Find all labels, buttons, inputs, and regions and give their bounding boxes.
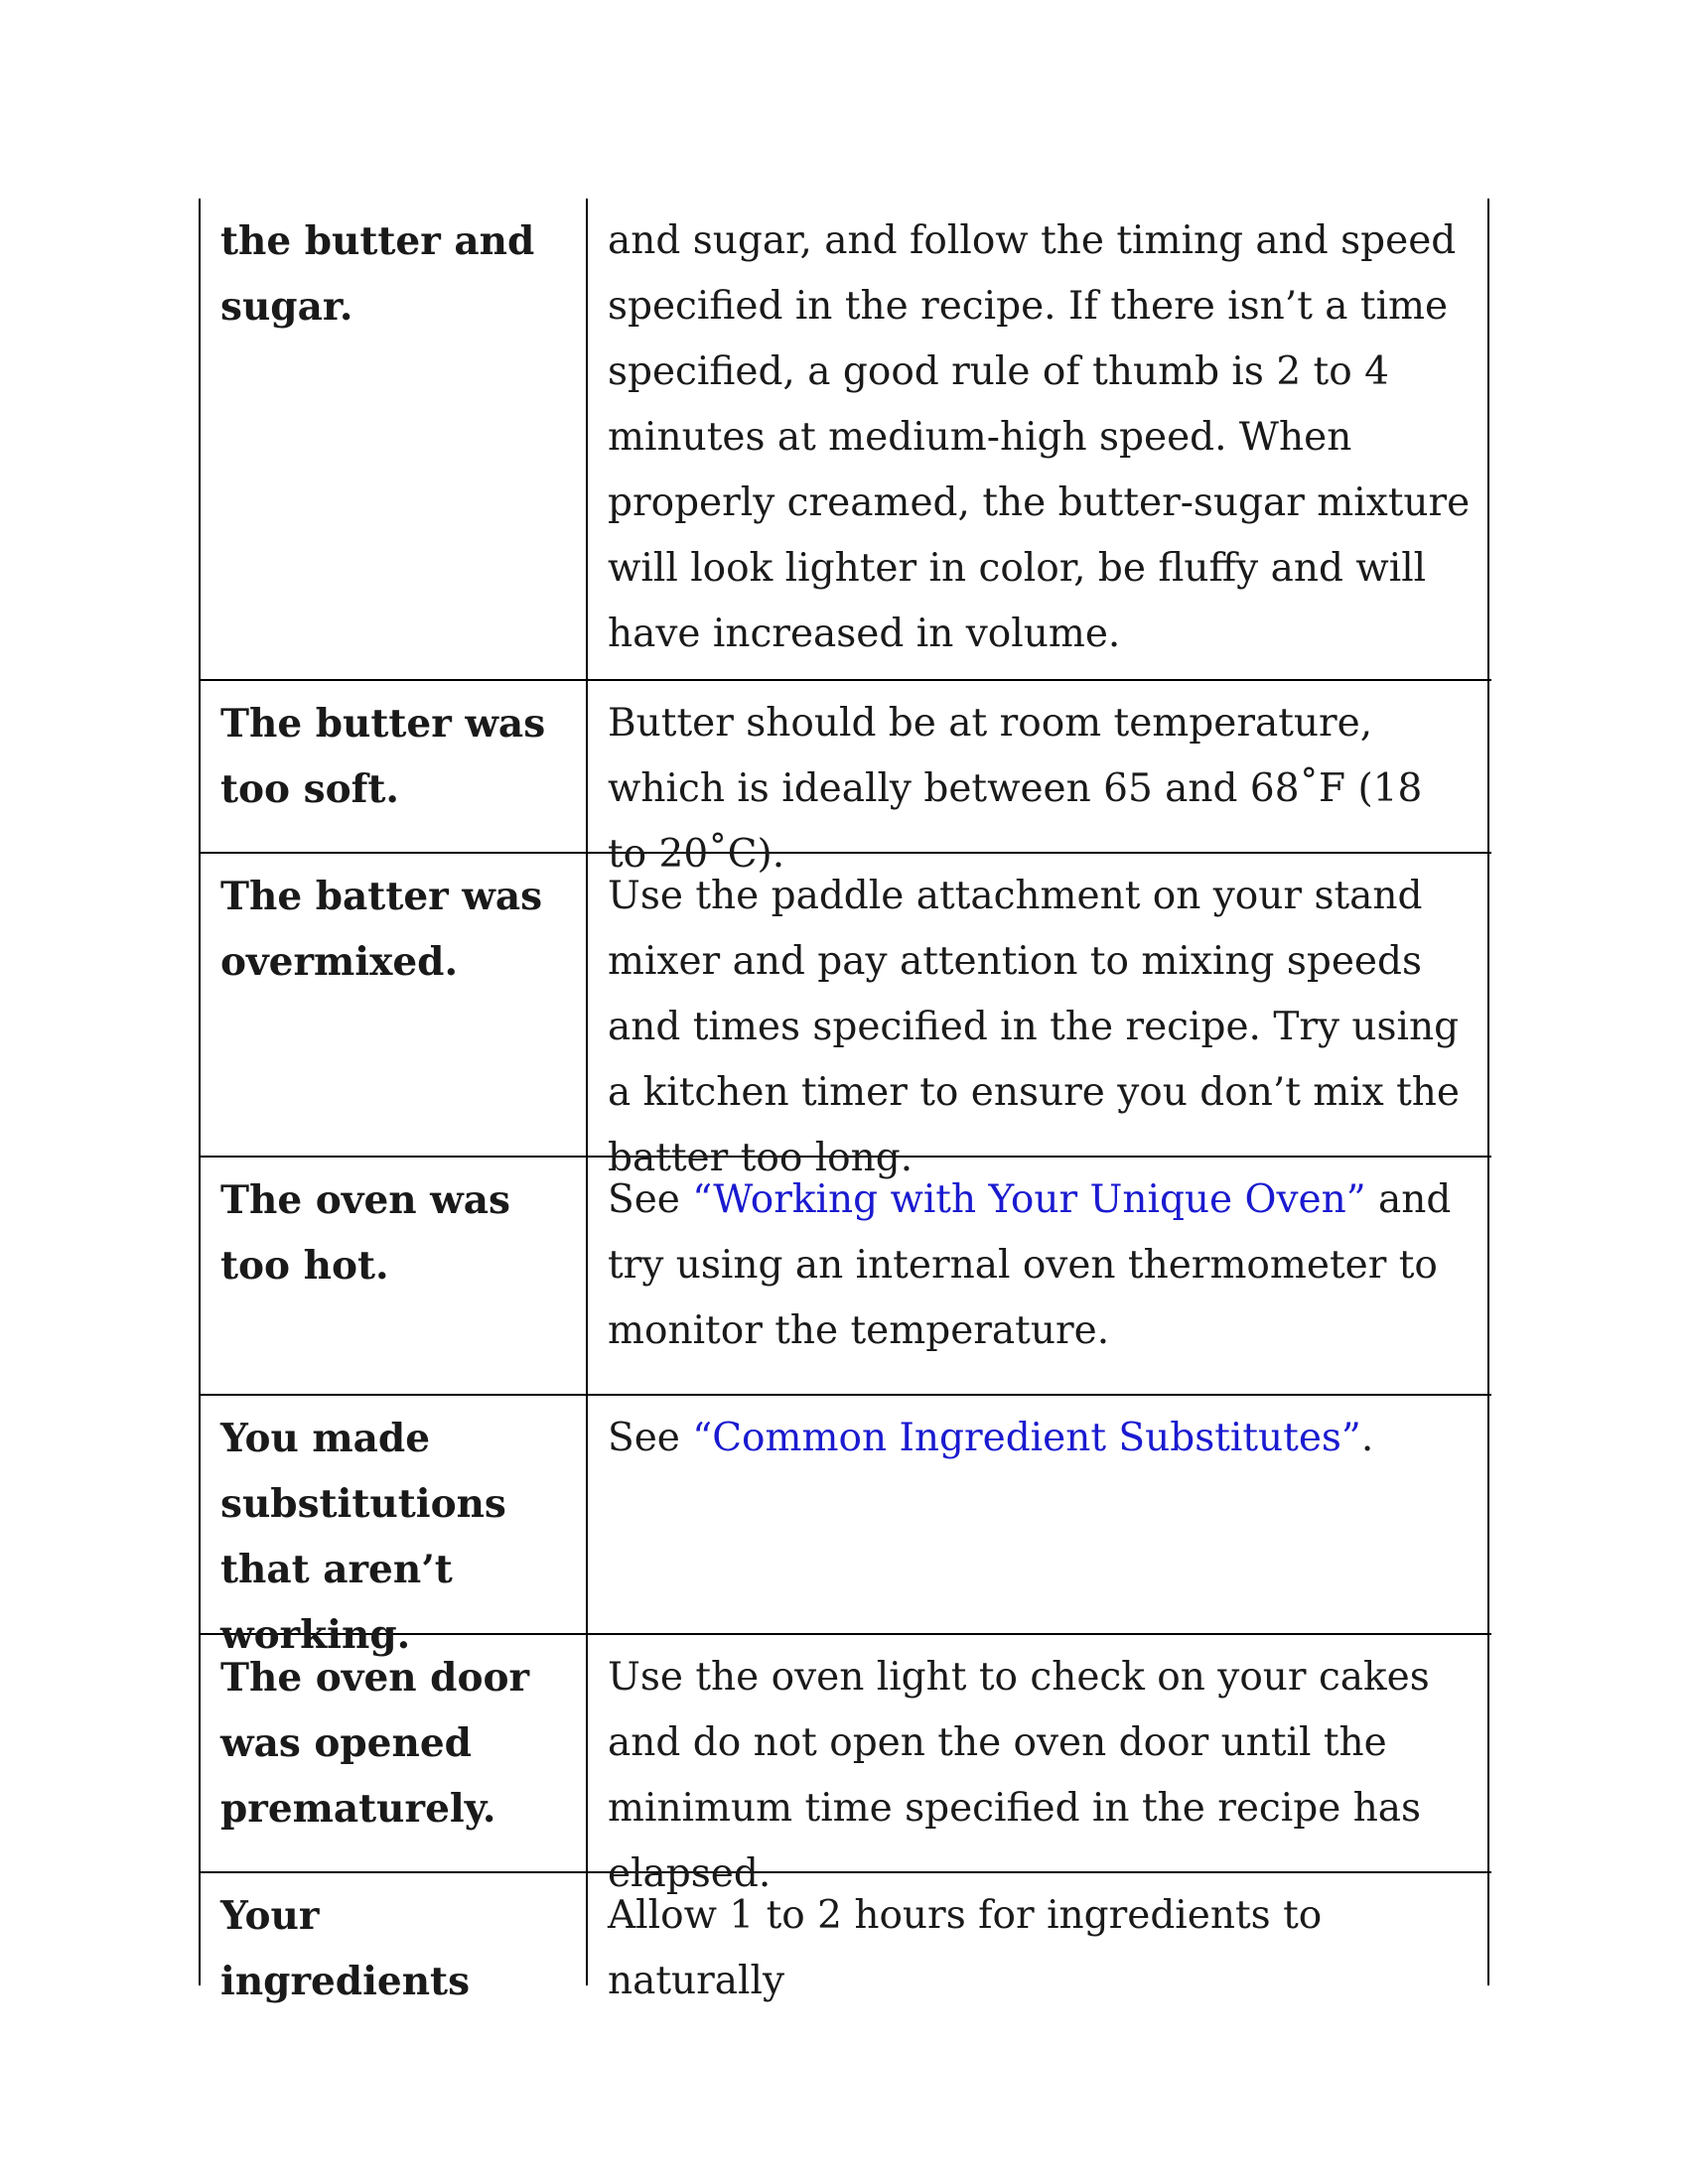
cause-cell xyxy=(201,854,588,1158)
fix-text: Butter should be at room temperature, which is ideally between 65 and 68˚F (18 to 20˚C). xyxy=(608,701,1423,877)
fix-cell xyxy=(588,854,1491,1180)
substitutes-link[interactable]: “Common Ingredient Substitutes” xyxy=(692,1416,1361,1460)
cause-text: The batter was overmixed. xyxy=(220,874,543,985)
troubleshooting-table xyxy=(199,199,1489,2004)
cause-cell xyxy=(201,1158,588,1396)
fix-text-after: . xyxy=(1360,1416,1374,1460)
fix-text: Use the paddle attachment on your stand mixer and pay attention to mixing speeds and times specified in the recipe. Try using a kitchen timer to ensure you don’t mix the batter too long. xyxy=(608,874,1460,1180)
fix-cell xyxy=(588,199,1491,681)
cause-text: The oven door was opened prematurely. xyxy=(220,1655,530,1832)
fix-cell xyxy=(588,1635,1491,1896)
cause-cell xyxy=(201,199,588,681)
cause-cell xyxy=(201,1873,588,2004)
fix-text: Allow 1 to 2 hours for ingredients to naturally xyxy=(608,1893,1323,2003)
cause-cell xyxy=(201,681,588,854)
fix-cell xyxy=(588,681,1491,877)
fix-cell xyxy=(588,1396,1491,1635)
cause-text: Your ingredients xyxy=(220,1893,471,2004)
fix-text-before: See xyxy=(608,1416,693,1460)
cause-text: The oven was too hot. xyxy=(220,1177,510,1289)
fix-cell xyxy=(588,1873,1491,2003)
fix-cell xyxy=(588,1158,1491,1396)
cause-cell xyxy=(201,1396,588,1658)
cause-text: You made substitutions that aren’t working. xyxy=(220,1416,506,1658)
fix-text: Use the oven light to check on your cakes and do not open the oven door until the minimum time specified in the recipe has elapsed. xyxy=(608,1655,1430,1896)
oven-guide-link[interactable]: “Working with Your Unique Oven” xyxy=(692,1177,1366,1222)
fix-text: and sugar, and follow the timing and speed specified in the recipe. If there isn’t a time specified, a good rule of thumb is 2 to 4 minutes at medium-high speed. When properly creamed, the butter-sugar mixture will look lighter in color, be fluffy and will have increased in volume. xyxy=(608,218,1471,656)
fix-text-after: and try using an internal oven thermometer to monitor the temperature. xyxy=(608,1177,1452,1353)
cause-text: The butter was too soft. xyxy=(220,701,546,812)
cause-cell xyxy=(201,1635,588,1873)
cause-text: the butter and sugar. xyxy=(220,218,535,330)
fix-text-before: See xyxy=(608,1177,693,1222)
